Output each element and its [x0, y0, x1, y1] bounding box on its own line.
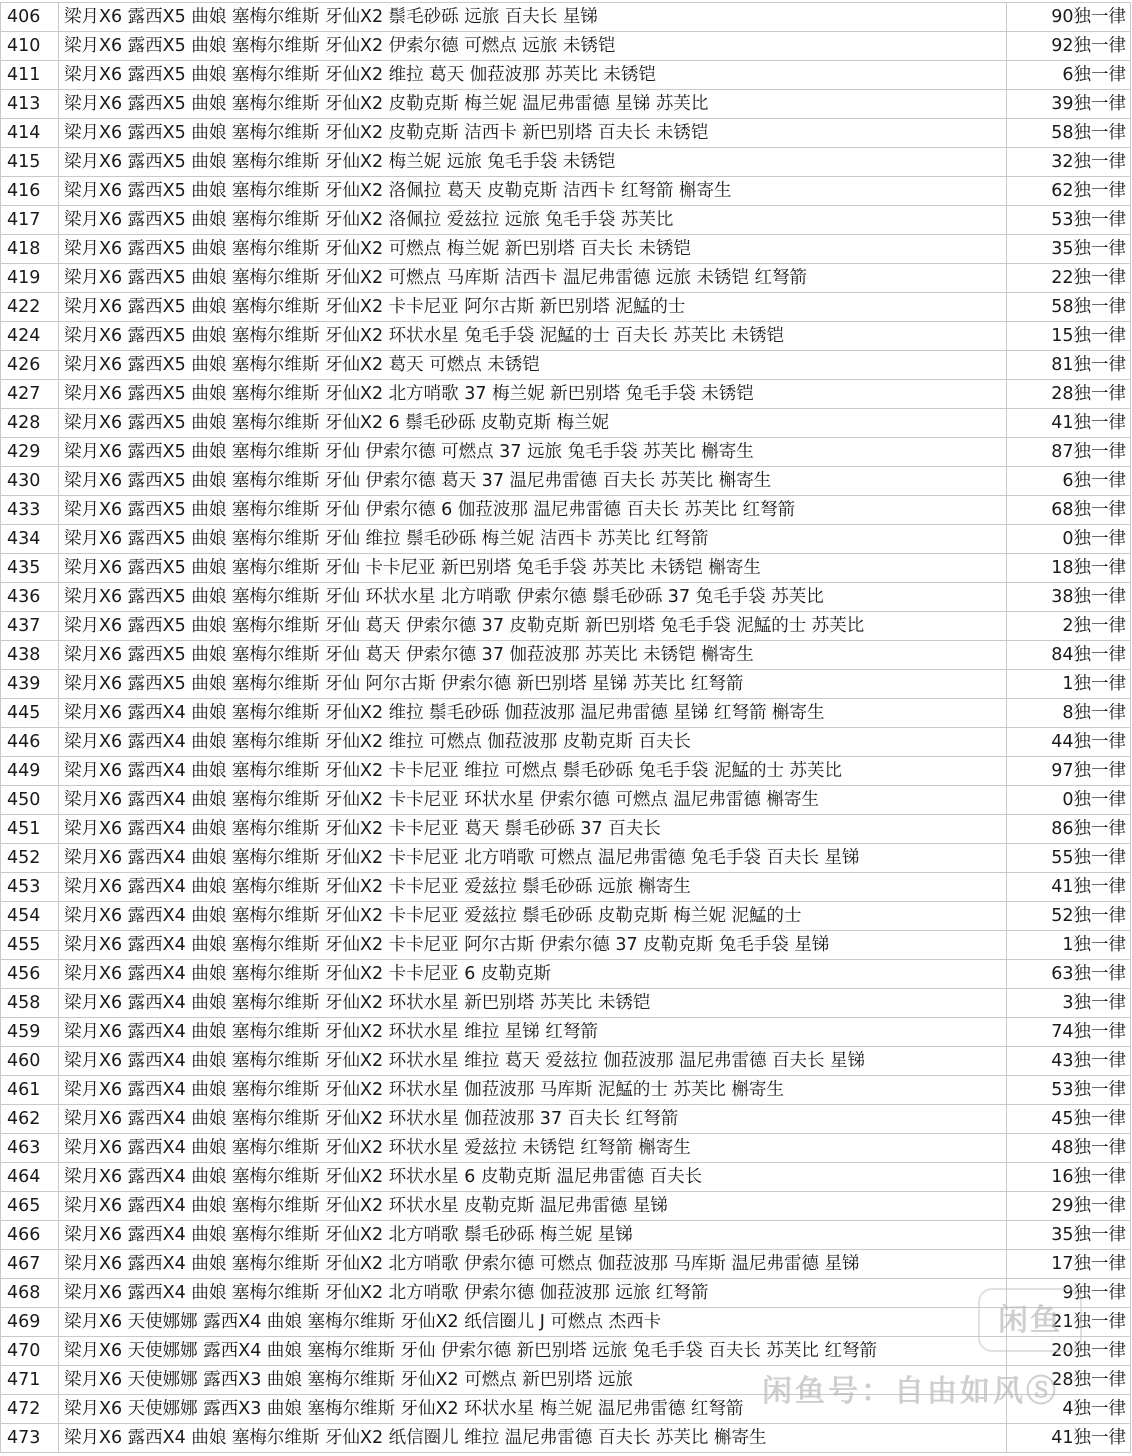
row-id-cell: 429: [1, 438, 59, 467]
row-price-cell: 53独一律: [1007, 206, 1131, 235]
row-price-cell: 4独一律: [1007, 1395, 1131, 1424]
row-price-cell: 43独一律: [1007, 1047, 1131, 1076]
row-price-cell: 53独一律: [1007, 1076, 1131, 1105]
row-items-cell: 梁月X6 露西X4 曲娘 塞梅尔维斯 牙仙X2 卡卡尼亚 维拉 可燃点 鬃毛砂砾 兔毛手袋 泥鯭的士 苏芙比: [59, 757, 1007, 786]
row-items-cell: 梁月X6 露西X5 曲娘 塞梅尔维斯 牙仙X2 可燃点 梅兰妮 新巴别塔 百夫长 未锈铠: [59, 235, 1007, 264]
table-row: [1, 554, 1131, 583]
table-row: [1, 409, 1131, 438]
row-price-cell: 20独一律: [1007, 1337, 1131, 1366]
row-items-cell: 梁月X6 露西X5 曲娘 塞梅尔维斯 牙仙X2 可燃点 马库斯 洁西卡 温尼弗雷德 远旅 未锈铠 红弩箭: [59, 264, 1007, 293]
row-items-cell: 梁月X6 露西X5 曲娘 塞梅尔维斯 牙仙 葛天 伊索尔德 37 伽菈波那 苏芙比 未锈铠 槲寄生: [59, 641, 1007, 670]
table-row: [1, 1134, 1131, 1163]
row-id-cell: 472: [1, 1395, 59, 1424]
row-id-cell: 422: [1, 293, 59, 322]
row-price-cell: 58独一律: [1007, 119, 1131, 148]
row-id-cell: 433: [1, 496, 59, 525]
table-row: [1, 380, 1131, 409]
row-price-cell: 74独一律: [1007, 1018, 1131, 1047]
table-row: [1, 1105, 1131, 1134]
row-id-cell: 415: [1, 148, 59, 177]
table-row: [1, 583, 1131, 612]
row-id-cell: 438: [1, 641, 59, 670]
row-id-cell: 416: [1, 177, 59, 206]
row-price-cell: 97独一律: [1007, 757, 1131, 786]
row-price-cell: 38独一律: [1007, 583, 1131, 612]
row-items-cell: 梁月X6 露西X4 曲娘 塞梅尔维斯 牙仙X2 维拉 可燃点 伽菈波那 皮勒克斯 百夫长: [59, 728, 1007, 757]
row-id-cell: 434: [1, 525, 59, 554]
row-items-cell: 梁月X6 天使娜娜 露西X4 曲娘 塞梅尔维斯 牙仙X2 纸信圈儿 J 可燃点 杰西卡: [59, 1308, 1007, 1337]
row-price-cell: 45独一律: [1007, 1105, 1131, 1134]
row-items-cell: 梁月X6 露西X5 曲娘 塞梅尔维斯 牙仙X2 洛佩拉 爱兹拉 远旅 兔毛手袋 苏芙比: [59, 206, 1007, 235]
row-price-cell: 35独一律: [1007, 235, 1131, 264]
table-row: [1, 351, 1131, 380]
row-id-cell: 459: [1, 1018, 59, 1047]
row-id-cell: 417: [1, 206, 59, 235]
row-price-cell: 28独一律: [1007, 380, 1131, 409]
table-row: [1, 1192, 1131, 1221]
row-price-cell: 63独一律: [1007, 960, 1131, 989]
row-items-cell: 梁月X6 露西X5 曲娘 塞梅尔维斯 牙仙 伊索尔德 葛天 37 温尼弗雷德 百夫长 苏芙比 槲寄生: [59, 467, 1007, 496]
row-price-cell: 86独一律: [1007, 815, 1131, 844]
row-items-cell: 梁月X6 露西X4 曲娘 塞梅尔维斯 牙仙X2 卡卡尼亚 葛天 鬃毛砂砾 37 百夫长: [59, 815, 1007, 844]
table-row: [1, 1424, 1131, 1453]
row-items-cell: 梁月X6 露西X5 曲娘 塞梅尔维斯 牙仙 维拉 鬃毛砂砾 梅兰妮 洁西卡 苏芙比 红弩箭: [59, 525, 1007, 554]
row-id-cell: 411: [1, 61, 59, 90]
row-items-cell: 梁月X6 露西X5 曲娘 塞梅尔维斯 牙仙X2 维拉 葛天 伽菈波那 苏芙比 未锈铠: [59, 61, 1007, 90]
row-id-cell: 436: [1, 583, 59, 612]
table-row: [1, 206, 1131, 235]
table-row: [1, 1076, 1131, 1105]
table-row: [1, 844, 1131, 873]
row-items-cell: 梁月X6 天使娜娜 露西X3 曲娘 塞梅尔维斯 牙仙X2 可燃点 新巴别塔 远旅: [59, 1366, 1007, 1395]
table-row: [1, 1163, 1131, 1192]
row-price-cell: 41独一律: [1007, 873, 1131, 902]
row-items-cell: 梁月X6 露西X4 曲娘 塞梅尔维斯 牙仙X2 北方哨歌 伊索尔德 可燃点 伽菈波那 马库斯 温尼弗雷德 星锑: [59, 1250, 1007, 1279]
row-price-cell: 18独一律: [1007, 554, 1131, 583]
row-price-cell: 3独一律: [1007, 989, 1131, 1018]
row-items-cell: 梁月X6 露西X5 曲娘 塞梅尔维斯 牙仙 伊索尔德 6 伽菈波那 温尼弗雷德 百夫长 苏芙比 红弩箭: [59, 496, 1007, 525]
table-row: [1, 525, 1131, 554]
row-items-cell: 梁月X6 露西X5 曲娘 塞梅尔维斯 牙仙X2 葛天 可燃点 未锈铠: [59, 351, 1007, 380]
table-row: [1, 148, 1131, 177]
row-price-cell: 90独一律: [1007, 3, 1131, 32]
row-id-cell: 456: [1, 960, 59, 989]
table-row: [1, 1337, 1131, 1366]
table-row: [1, 786, 1131, 815]
row-id-cell: 453: [1, 873, 59, 902]
table-row: [1, 264, 1131, 293]
row-id-cell: 464: [1, 1163, 59, 1192]
row-price-cell: 8独一律: [1007, 699, 1131, 728]
row-id-cell: 439: [1, 670, 59, 699]
row-price-cell: 1独一律: [1007, 931, 1131, 960]
row-price-cell: 28独一律: [1007, 1366, 1131, 1395]
row-items-cell: 梁月X6 天使娜娜 露西X3 曲娘 塞梅尔维斯 牙仙X2 环状水星 梅兰妮 温尼弗雷德 红弩箭: [59, 1395, 1007, 1424]
row-price-cell: 0独一律: [1007, 525, 1131, 554]
table-row: [1, 119, 1131, 148]
table-row: [1, 438, 1131, 467]
row-id-cell: 446: [1, 728, 59, 757]
row-id-cell: 418: [1, 235, 59, 264]
row-id-cell: 449: [1, 757, 59, 786]
row-id-cell: 426: [1, 351, 59, 380]
row-items-cell: 梁月X6 露西X4 曲娘 塞梅尔维斯 牙仙X2 环状水星 维拉 葛天 爱兹拉 伽菈波那 温尼弗雷德 百夫长 星锑: [59, 1047, 1007, 1076]
row-price-cell: 41独一律: [1007, 1424, 1131, 1453]
row-items-cell: 梁月X6 露西X4 曲娘 塞梅尔维斯 牙仙X2 卡卡尼亚 爱兹拉 鬃毛砂砾 远旅 槲寄生: [59, 873, 1007, 902]
row-items-cell: 梁月X6 露西X4 曲娘 塞梅尔维斯 牙仙X2 北方哨歌 鬃毛砂砾 梅兰妮 星锑: [59, 1221, 1007, 1250]
row-price-cell: 15独一律: [1007, 322, 1131, 351]
row-id-cell: 451: [1, 815, 59, 844]
table-row: [1, 90, 1131, 119]
row-items-cell: 梁月X6 露西X4 曲娘 塞梅尔维斯 牙仙X2 卡卡尼亚 环状水星 伊索尔德 可燃点 温尼弗雷德 槲寄生: [59, 786, 1007, 815]
table-row: [1, 1279, 1131, 1308]
row-items-cell: 梁月X6 露西X5 曲娘 塞梅尔维斯 牙仙X2 环状水星 兔毛手袋 泥鯭的士 百夫长 苏芙比 未锈铠: [59, 322, 1007, 351]
row-price-cell: 92独一律: [1007, 32, 1131, 61]
row-items-cell: 梁月X6 露西X4 曲娘 塞梅尔维斯 牙仙X2 环状水星 维拉 星锑 红弩箭: [59, 1018, 1007, 1047]
row-items-cell: 梁月X6 露西X5 曲娘 塞梅尔维斯 牙仙X2 梅兰妮 远旅 兔毛手袋 未锈铠: [59, 148, 1007, 177]
row-id-cell: 465: [1, 1192, 59, 1221]
row-id-cell: 430: [1, 467, 59, 496]
row-price-cell: 52独一律: [1007, 902, 1131, 931]
table-row: [1, 3, 1131, 32]
table-row: [1, 728, 1131, 757]
row-items-cell: 梁月X6 露西X5 曲娘 塞梅尔维斯 牙仙 卡卡尼亚 新巴别塔 兔毛手袋 苏芙比 未锈铠 槲寄生: [59, 554, 1007, 583]
row-price-cell: 21独一律: [1007, 1308, 1131, 1337]
row-price-cell: 2独一律: [1007, 612, 1131, 641]
row-id-cell: 460: [1, 1047, 59, 1076]
table-row: [1, 235, 1131, 264]
table-row: [1, 670, 1131, 699]
row-price-cell: 62独一律: [1007, 177, 1131, 206]
row-id-cell: 450: [1, 786, 59, 815]
table-row: [1, 467, 1131, 496]
row-items-cell: 梁月X6 露西X5 曲娘 塞梅尔维斯 牙仙X2 皮勒克斯 梅兰妮 温尼弗雷德 星锑 苏芙比: [59, 90, 1007, 119]
row-items-cell: 梁月X6 露西X4 曲娘 塞梅尔维斯 牙仙X2 环状水星 爱兹拉 未锈铠 红弩箭 槲寄生: [59, 1134, 1007, 1163]
row-items-cell: 梁月X6 露西X4 曲娘 塞梅尔维斯 牙仙X2 环状水星 新巴别塔 苏芙比 未锈铠: [59, 989, 1007, 1018]
table-row: [1, 699, 1131, 728]
row-price-cell: 44独一律: [1007, 728, 1131, 757]
row-items-cell: 梁月X6 露西X5 曲娘 塞梅尔维斯 牙仙X2 伊索尔德 可燃点 远旅 未锈铠: [59, 32, 1007, 61]
row-id-cell: 473: [1, 1424, 59, 1453]
listing-table: [0, 2, 1131, 1453]
row-id-cell: 454: [1, 902, 59, 931]
row-id-cell: 463: [1, 1134, 59, 1163]
row-price-cell: 6独一律: [1007, 61, 1131, 90]
listing-rows: [1, 3, 1131, 1453]
row-id-cell: 413: [1, 90, 59, 119]
row-price-cell: 17独一律: [1007, 1250, 1131, 1279]
row-price-cell: 35独一律: [1007, 1221, 1131, 1250]
row-id-cell: 424: [1, 322, 59, 351]
row-id-cell: 467: [1, 1250, 59, 1279]
table-row: [1, 873, 1131, 902]
row-id-cell: 471: [1, 1366, 59, 1395]
row-id-cell: 445: [1, 699, 59, 728]
row-id-cell: 414: [1, 119, 59, 148]
row-price-cell: 16独一律: [1007, 1163, 1131, 1192]
watermark-logo: 闲鱼: [978, 1288, 1082, 1352]
row-items-cell: 梁月X6 露西X4 曲娘 塞梅尔维斯 牙仙X2 北方哨歌 伊索尔德 伽菈波那 远旅 红弩箭: [59, 1279, 1007, 1308]
row-price-cell: 41独一律: [1007, 409, 1131, 438]
row-items-cell: 梁月X6 露西X5 曲娘 塞梅尔维斯 牙仙X2 鬃毛砂砾 远旅 百夫长 星锑: [59, 3, 1007, 32]
row-items-cell: 梁月X6 露西X5 曲娘 塞梅尔维斯 牙仙 伊索尔德 可燃点 37 远旅 兔毛手袋 苏芙比 槲寄生: [59, 438, 1007, 467]
row-price-cell: 48独一律: [1007, 1134, 1131, 1163]
row-price-cell: 9独一律: [1007, 1279, 1131, 1308]
table-row: [1, 1250, 1131, 1279]
row-items-cell: 梁月X6 露西X4 曲娘 塞梅尔维斯 牙仙X2 卡卡尼亚 北方哨歌 可燃点 温尼弗雷德 兔毛手袋 百夫长 星锑: [59, 844, 1007, 873]
table-row: [1, 989, 1131, 1018]
row-id-cell: 466: [1, 1221, 59, 1250]
table-row: [1, 960, 1131, 989]
row-items-cell: 梁月X6 天使娜娜 露西X4 曲娘 塞梅尔维斯 牙仙 伊索尔德 新巴别塔 远旅 兔毛手袋 百夫长 苏芙比 红弩箭: [59, 1337, 1007, 1366]
row-items-cell: 梁月X6 露西X5 曲娘 塞梅尔维斯 牙仙X2 6 鬃毛砂砾 皮勒克斯 梅兰妮: [59, 409, 1007, 438]
row-price-cell: 68独一律: [1007, 496, 1131, 525]
row-id-cell: 419: [1, 264, 59, 293]
table-row: [1, 612, 1131, 641]
row-items-cell: 梁月X6 露西X5 曲娘 塞梅尔维斯 牙仙X2 北方哨歌 37 梅兰妮 新巴别塔 兔毛手袋 未锈铠: [59, 380, 1007, 409]
table-row: [1, 322, 1131, 351]
row-items-cell: 梁月X6 露西X4 曲娘 塞梅尔维斯 牙仙X2 环状水星 伽菈波那 37 百夫长 红弩箭: [59, 1105, 1007, 1134]
table-row: [1, 177, 1131, 206]
row-items-cell: 梁月X6 露西X5 曲娘 塞梅尔维斯 牙仙X2 洛佩拉 葛天 皮勒克斯 洁西卡 红弩箭 槲寄生: [59, 177, 1007, 206]
row-price-cell: 0独一律: [1007, 786, 1131, 815]
row-id-cell: 427: [1, 380, 59, 409]
row-price-cell: 81独一律: [1007, 351, 1131, 380]
row-id-cell: 428: [1, 409, 59, 438]
row-id-cell: 469: [1, 1308, 59, 1337]
row-id-cell: 455: [1, 931, 59, 960]
row-id-cell: 461: [1, 1076, 59, 1105]
watermark-caption: 闲鱼号：自由如风Ⓢ: [762, 1374, 1059, 1409]
row-id-cell: 406: [1, 3, 59, 32]
row-items-cell: 梁月X6 露西X4 曲娘 塞梅尔维斯 牙仙X2 环状水星 伽菈波那 马库斯 泥鯭的士 苏芙比 槲寄生: [59, 1076, 1007, 1105]
row-id-cell: 458: [1, 989, 59, 1018]
row-items-cell: 梁月X6 露西X4 曲娘 塞梅尔维斯 牙仙X2 纸信圈儿 维拉 温尼弗雷德 百夫长 苏芙比 槲寄生: [59, 1424, 1007, 1453]
row-items-cell: 梁月X6 露西X5 曲娘 塞梅尔维斯 牙仙X2 皮勒克斯 洁西卡 新巴别塔 百夫长 未锈铠: [59, 119, 1007, 148]
row-items-cell: 梁月X6 露西X4 曲娘 塞梅尔维斯 牙仙X2 环状水星 皮勒克斯 温尼弗雷德 星锑: [59, 1192, 1007, 1221]
row-items-cell: 梁月X6 露西X4 曲娘 塞梅尔维斯 牙仙X2 卡卡尼亚 阿尔古斯 伊索尔德 37 皮勒克斯 兔毛手袋 星锑: [59, 931, 1007, 960]
table-row: [1, 902, 1131, 931]
row-id-cell: 435: [1, 554, 59, 583]
table-row: [1, 1047, 1131, 1076]
table-row: [1, 293, 1131, 322]
table-row: [1, 496, 1131, 525]
row-id-cell: 462: [1, 1105, 59, 1134]
table-row: [1, 641, 1131, 670]
row-price-cell: 29独一律: [1007, 1192, 1131, 1221]
row-price-cell: 84独一律: [1007, 641, 1131, 670]
row-id-cell: 470: [1, 1337, 59, 1366]
table-row: [1, 32, 1131, 61]
row-items-cell: 梁月X6 露西X4 曲娘 塞梅尔维斯 牙仙X2 卡卡尼亚 爱兹拉 鬃毛砂砾 皮勒克斯 梅兰妮 泥鯭的士: [59, 902, 1007, 931]
row-price-cell: 1独一律: [1007, 670, 1131, 699]
row-price-cell: 39独一律: [1007, 90, 1131, 119]
row-items-cell: 梁月X6 露西X5 曲娘 塞梅尔维斯 牙仙 阿尔古斯 伊索尔德 新巴别塔 星锑 苏芙比 红弩箭: [59, 670, 1007, 699]
row-items-cell: 梁月X6 露西X5 曲娘 塞梅尔维斯 牙仙X2 卡卡尼亚 阿尔古斯 新巴别塔 泥鯭的士: [59, 293, 1007, 322]
row-id-cell: 468: [1, 1279, 59, 1308]
row-price-cell: 22独一律: [1007, 264, 1131, 293]
table-row: [1, 757, 1131, 786]
row-price-cell: 32独一律: [1007, 148, 1131, 177]
table-row: [1, 815, 1131, 844]
row-items-cell: 梁月X6 露西X5 曲娘 塞梅尔维斯 牙仙 环状水星 北方哨歌 伊索尔德 鬃毛砂砾 37 兔毛手袋 苏芙比: [59, 583, 1007, 612]
row-id-cell: 437: [1, 612, 59, 641]
row-price-cell: 58独一律: [1007, 293, 1131, 322]
table-row: [1, 931, 1131, 960]
row-items-cell: 梁月X6 露西X5 曲娘 塞梅尔维斯 牙仙 葛天 伊索尔德 37 皮勒克斯 新巴别塔 兔毛手袋 泥鯭的士 苏芙比: [59, 612, 1007, 641]
row-price-cell: 55独一律: [1007, 844, 1131, 873]
row-id-cell: 410: [1, 32, 59, 61]
row-price-cell: 87独一律: [1007, 438, 1131, 467]
table-row: [1, 1221, 1131, 1250]
row-items-cell: 梁月X6 露西X4 曲娘 塞梅尔维斯 牙仙X2 卡卡尼亚 6 皮勒克斯: [59, 960, 1007, 989]
row-id-cell: 452: [1, 844, 59, 873]
table-row: [1, 1018, 1131, 1047]
row-items-cell: 梁月X6 露西X4 曲娘 塞梅尔维斯 牙仙X2 环状水星 6 皮勒克斯 温尼弗雷德 百夫长: [59, 1163, 1007, 1192]
table-row: [1, 1308, 1131, 1337]
row-price-cell: 6独一律: [1007, 467, 1131, 496]
row-items-cell: 梁月X6 露西X4 曲娘 塞梅尔维斯 牙仙X2 维拉 鬃毛砂砾 伽菈波那 温尼弗雷德 星锑 红弩箭 槲寄生: [59, 699, 1007, 728]
table-row: [1, 61, 1131, 90]
